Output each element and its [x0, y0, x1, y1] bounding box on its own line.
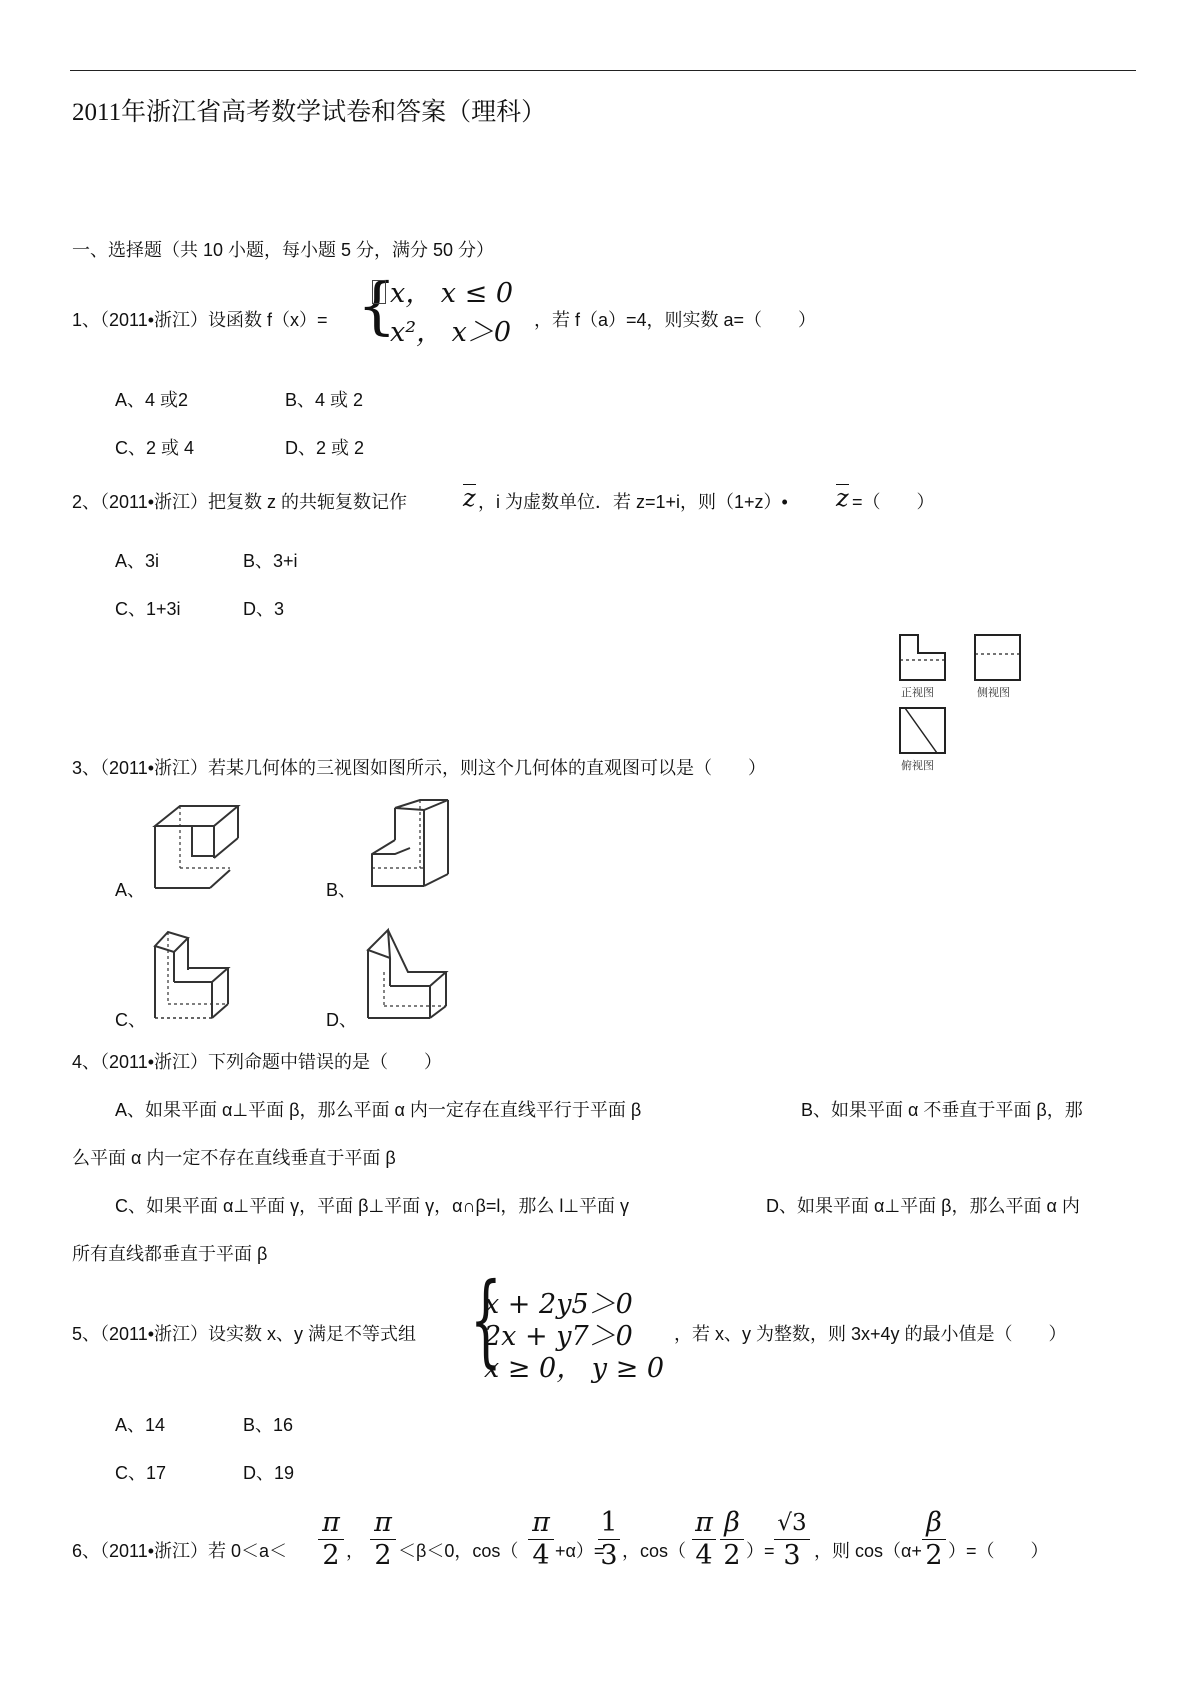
- q1-stem: 1、（2011•浙江）设函数 f（x）=: [72, 310, 328, 330]
- q3-option-d-label: D、: [326, 1010, 357, 1030]
- three-view-figure: [895, 630, 1045, 785]
- q6-frac8-den: 2: [925, 1540, 943, 1571]
- q3-option-b-figure: [360, 798, 450, 898]
- q6-frac8-num: β: [926, 1507, 942, 1538]
- q5-stem: 5、（2011•浙江）设实数 x、y 满足不等式组: [72, 1324, 417, 1344]
- q6-frac3-den: 4: [532, 1540, 550, 1571]
- q2-option-b: B、3+i: [243, 551, 298, 571]
- q2-stem: 2、（2011•浙江）把复数 z 的共轭复数记作: [72, 492, 408, 512]
- q6-frac6-num: β: [724, 1507, 740, 1538]
- q2-middle: ，i 为虚数单位．若 z=1+i，则（1+z）•: [478, 492, 788, 512]
- q6-mid1: ＜β＜0，cos（: [398, 1541, 519, 1561]
- front-view-caption: 正视图: [901, 686, 934, 699]
- q1-option-b: B、4 或 2: [285, 390, 364, 410]
- q3-option-c-figure: [150, 928, 240, 1028]
- q6-frac4-num: 1: [600, 1507, 618, 1538]
- q6-plus-alpha: +α）=: [555, 1541, 605, 1561]
- top-view-shape: [900, 708, 945, 753]
- q6-frac7-num: √3: [777, 1510, 807, 1536]
- q2-option-d: D、3: [243, 599, 285, 619]
- q1-missing-glyph: [372, 280, 386, 304]
- front-view-shape: [900, 635, 945, 680]
- q6-frac-sqrt3-over-3: [774, 1508, 810, 1571]
- q4-option-a: A、如果平面 α⊥平面 β，那么平面 α 内一定存在直线平行于平面 β: [115, 1100, 642, 1120]
- q4-option-d-line2: 所有直线都垂直于平面 β: [72, 1244, 268, 1264]
- side-view-shape: [975, 635, 1020, 680]
- section-heading: 一、选择题（共 10 小题，每小题 5 分，满分 50 分）: [72, 240, 495, 260]
- q6-frac-beta-over-2-b: [922, 1508, 946, 1571]
- q6-frac7-den: 3: [783, 1540, 801, 1571]
- q6-frac-pi-over-4-b: [692, 1508, 716, 1571]
- q3-option-a-figure: [150, 798, 240, 898]
- q5-ineq1: x + 2y5＞0: [484, 1289, 633, 1320]
- top-view-caption: 俯视图: [901, 759, 934, 772]
- q4-option-d-line1: D、如果平面 α⊥平面 β，那么平面 α 内: [766, 1196, 1080, 1216]
- q4-option-b-line2: 么平面 α 内一定不存在直线垂直于平面 β: [72, 1148, 396, 1168]
- q3-stem: 3、（2011•浙江）若某几何体的三视图如图所示，则这个几何体的直观图可以是（ ）: [72, 758, 767, 778]
- q6-frac6-den: 2: [723, 1540, 741, 1571]
- q6-frac2-den: 2: [374, 1540, 392, 1571]
- q1-case2: x²， x＞0: [390, 317, 512, 348]
- q4-option-c: C、如果平面 α⊥平面 γ，平面 β⊥平面 γ，α∩β=l，那么 l⊥平面 γ: [115, 1196, 630, 1216]
- q1-suffix: ，若 f（a）=4，则实数 a=（ ）: [534, 310, 817, 330]
- q2-zbar-2: z: [836, 484, 849, 512]
- q1-brace: {: [357, 269, 397, 342]
- q6-frac-neg-pi-over-2: [370, 1508, 396, 1571]
- q6-mid2: ，cos（: [622, 1541, 687, 1561]
- q5-suffix: ，若 x、y 为整数，则 3x+4y 的最小值是（ ）: [674, 1324, 1067, 1344]
- q2-suffix: =（ ）: [852, 492, 935, 512]
- q3-option-c-label: C、: [115, 1010, 146, 1030]
- q3-option-b-label: B、: [326, 880, 357, 900]
- q6-frac-beta-over-2: [720, 1508, 744, 1571]
- q6-suffix: ）=（ ）: [948, 1541, 1049, 1561]
- q6-frac5-num: π: [695, 1507, 713, 1538]
- q1-option-d: D、2 或 2: [285, 438, 365, 458]
- q6-mid3: ）=: [746, 1541, 775, 1561]
- q6-mid4: ，则 cos（α+: [814, 1541, 922, 1561]
- q6-frac5-den: 4: [695, 1540, 713, 1571]
- q6-stem: 6、（2011•浙江）若 0＜a＜: [72, 1541, 288, 1561]
- q6-frac3-num: π: [532, 1507, 550, 1538]
- q5-ineq3: x ≥ 0， y ≥ 0: [484, 1353, 664, 1384]
- q1-option-a: A、4 或2: [115, 390, 189, 410]
- q5-option-c: C、17: [115, 1463, 167, 1483]
- q6-frac2-num: π: [374, 1507, 392, 1538]
- q5-option-a: A、14: [115, 1415, 166, 1435]
- q6-frac-pi-over-2: [318, 1508, 344, 1571]
- q4-option-b-line1: B、如果平面 α 不垂直于平面 β，那: [801, 1100, 1083, 1120]
- q3-option-d-figure: [360, 928, 450, 1028]
- q3-option-a-label: A、: [115, 880, 146, 900]
- q2-option-a: A、3i: [115, 551, 160, 571]
- q4-stem: 4、（2011•浙江）下列命题中错误的是（ ）: [72, 1052, 443, 1072]
- page-title: 2011年浙江省高考数学试卷和答案（理科）: [72, 99, 547, 126]
- q5-ineq2: 2x + y7＞0: [484, 1321, 633, 1352]
- q6-sep1: ，: [346, 1541, 364, 1561]
- q6-frac4-den: 3: [600, 1540, 618, 1571]
- q5-brace: {: [470, 1261, 502, 1378]
- q1-option-c: C、2 或 4: [115, 438, 195, 458]
- q6-frac-den: 2: [322, 1540, 340, 1571]
- q1-case1: x， x ≤ 0: [390, 278, 514, 309]
- q2-zbar: z: [463, 484, 476, 512]
- q6-frac-1-over-3: [598, 1508, 620, 1571]
- q6-frac-pi-over-4: [528, 1508, 554, 1571]
- side-view-caption: 侧视图: [977, 686, 1010, 699]
- q5-option-b: B、16: [243, 1415, 294, 1435]
- top-rule: [70, 70, 1136, 71]
- q2-option-c: C、1+3i: [115, 599, 181, 619]
- q6-frac-num: π: [322, 1507, 340, 1538]
- q5-option-d: D、19: [243, 1463, 295, 1483]
